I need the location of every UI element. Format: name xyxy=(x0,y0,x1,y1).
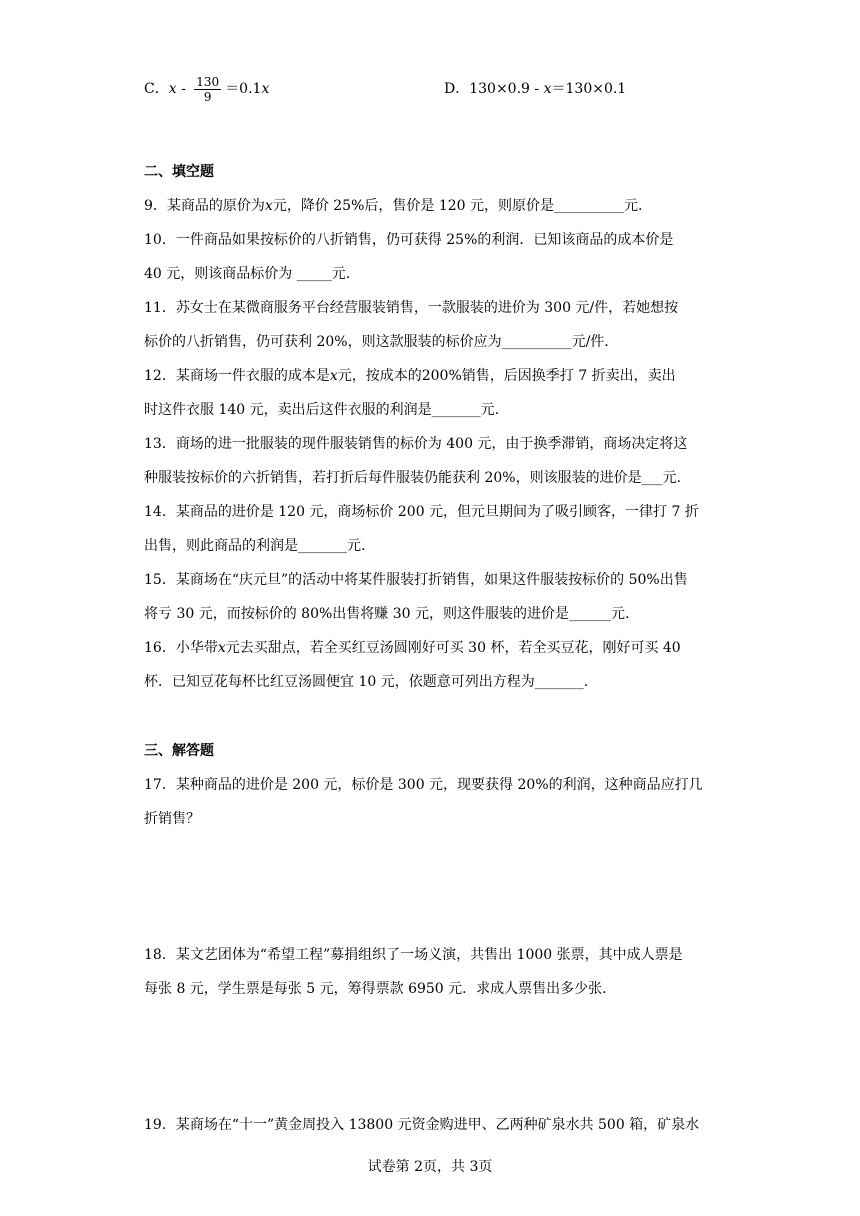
option-d-pre: 130×0.9 ‐ xyxy=(469,81,544,97)
question-11-line-2: 标价的八折销售，仍可获利 20%，则这款服装的标价应为__________元/件. xyxy=(144,334,609,350)
question-10-line-2: 40 元，则该商品标价为 _____元. xyxy=(144,266,351,282)
question-12-variable: x xyxy=(329,368,338,384)
option-c-minus: ‐ xyxy=(176,81,191,97)
question-16-variable: x xyxy=(217,640,226,656)
question-19-line-1: 19．某商场在“十一”黄金周投入 13800 元资金购进甲、乙两种矿泉水共 500 箱，矿泉水 xyxy=(144,1117,700,1133)
question-9 xyxy=(144,196,642,216)
question-12-text-b: 元，按成本的200%销售，后因换季打 7 折卖出，卖出 xyxy=(337,368,676,384)
question-11-line-1: 11．苏女士在某微商服务平台经营服装销售，一款服装的进价为 300 元/件，若她想按 xyxy=(144,300,679,316)
section-answer-title: 三、解答题 xyxy=(144,743,214,759)
option-c xyxy=(144,72,269,106)
question-14-line-1: 14．某商品的进价是 120 元，商场标价 200 元，但元旦期间为了吸引顾客，一律打 7 折 xyxy=(144,504,699,520)
option-d-variable: x xyxy=(543,81,552,97)
question-9-text-b: 元，降价 25%后，售价是 120 元，则原价是__________元. xyxy=(272,198,643,214)
option-d-post: ＝130×0.1 xyxy=(551,81,627,97)
option-c-fraction xyxy=(194,75,221,104)
question-15-line-2: 将亏 30 元，而按标价的 80%出售将赚 30 元，则这件服装的进价是______元. xyxy=(144,606,630,622)
question-17-line-2: 折销售？ xyxy=(144,811,200,827)
option-c-rhs-variable: x xyxy=(261,81,270,97)
question-12-line-1 xyxy=(144,366,676,386)
option-c-label: C． xyxy=(144,81,169,97)
question-15-line-1: 15．某商场在“庆元旦”的活动中将某件服装打折销售，如果这件服装按标价的 50%出售 xyxy=(144,572,688,588)
question-12-line-2: 时这件衣服 140 元，卖出后这件衣服的利润是_______元. xyxy=(144,402,500,418)
question-18-line-1: 18．某文艺团体为“希望工程”募捐组织了一场义演，共售出 1000 张票，其中成人票是 xyxy=(144,947,683,963)
option-c-rhs: ＝0.1 xyxy=(225,81,262,97)
page-footer: 试卷第 2页，共 3页 xyxy=(367,1159,493,1175)
question-13-line-2: 种服装按标价的六折销售，若打折后每件服装仍能获利 20%，则该服装的进价是___元. xyxy=(144,470,682,486)
question-16-text-b: 元去买甜点，若全买红豆汤圆刚好可买 30 杯，若全买豆花，刚好可买 40 xyxy=(225,640,681,656)
question-18-line-2: 每张 8 元，学生票是每张 5 元，筹得票款 6950 元．求成人票售出多少张. xyxy=(144,981,607,997)
question-9-text-a: 9．某商品的原价为 xyxy=(144,198,265,214)
question-16-line-2: 杯．已知豆花每杯比红豆汤圆便宜 10 元，依题意可列出方程为_______. xyxy=(144,674,589,690)
question-12-text-a: 12．某商场一件衣服的成本是 xyxy=(144,368,330,384)
question-13-line-1: 13．商场的进一批服装的现件服装销售的标价为 400 元，由于换季滞销，商场决定将这 xyxy=(144,436,688,452)
option-d-label: D． xyxy=(444,81,470,97)
option-c-denominator: 9 xyxy=(203,89,212,104)
question-16-line-1 xyxy=(144,638,681,658)
question-17-line-1: 17．某种商品的进价是 200 元，标价是 300 元，现要获得 20%的利润，这种商品应打几 xyxy=(144,777,703,793)
section-fill-blank-title: 二、填空题 xyxy=(144,164,214,180)
question-14-line-2: 出售，则此商品的利润是_______元. xyxy=(144,538,366,554)
question-10-line-1: 10．一件商品如果按标价的八折销售，仍可获得 25%的利润．已知该商品的成本价是 xyxy=(144,232,674,248)
question-9-variable: x xyxy=(264,198,273,214)
option-c-numerator: 130 xyxy=(196,74,220,89)
option-d xyxy=(444,79,626,99)
question-16-text-a: 16．小华带 xyxy=(144,640,218,656)
option-c-variable: x xyxy=(168,81,177,97)
